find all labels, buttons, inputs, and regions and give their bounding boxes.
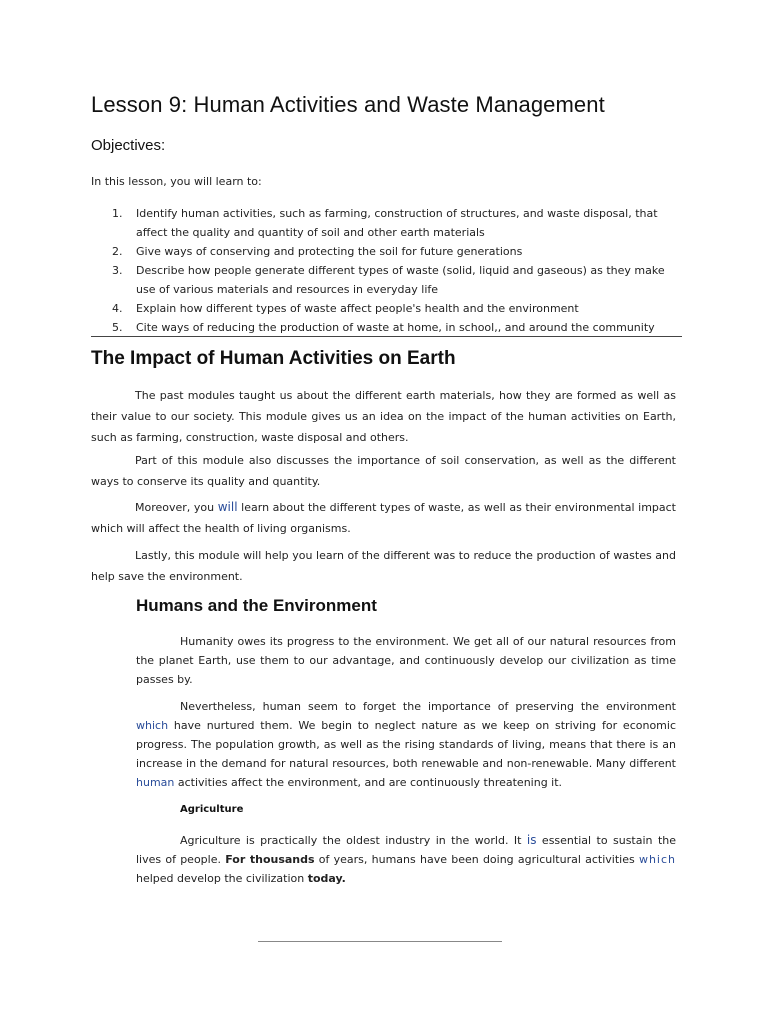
section-heading-impact: The Impact of Human Activities on Earth: [91, 348, 456, 369]
paragraph-agriculture: [136, 831, 676, 888]
paragraph-impact-4: [91, 545, 676, 587]
paragraph-text-highlight: which: [638, 853, 676, 866]
objectives-list: [100, 204, 685, 337]
paragraph-text: of years, humans have been doing agricultural activities: [314, 853, 639, 866]
paragraph-text: learn about the different types of waste, as well as their environmental impact which will affect the health of living organisms.: [91, 501, 676, 535]
list-item: [100, 242, 685, 261]
paragraph-text: essential to sustain the lives of people.: [136, 834, 676, 866]
list-item-text: Describe how people generate different types of waste (solid, liquid and gaseous) as they make use of various materials and resources in everyday life: [136, 264, 665, 296]
paragraph-environment-2: [136, 697, 676, 792]
paragraph-text: Part of this module also discusses the importance of soil conservation, as well as the different ways to conserve its quality and quantity.: [91, 454, 676, 488]
list-item: [100, 299, 685, 318]
list-item: [100, 261, 685, 299]
subsection-heading-agriculture: Agriculture: [180, 804, 244, 815]
paragraph-text-bold: today.: [307, 872, 346, 885]
paragraph-impact-1: [91, 385, 676, 448]
paragraph-text-highlight: which: [136, 719, 169, 732]
list-item-text: Cite ways of reducing the production of waste at home, in school,, and around the community: [136, 321, 655, 334]
list-item-number: 5.: [112, 321, 123, 334]
paragraph-impact-2: [91, 450, 676, 492]
footnote-divider: [258, 941, 502, 942]
paragraph-text: activities affect the environment, and are continuously threatening it.: [174, 776, 563, 789]
list-item-number: 4.: [112, 302, 123, 315]
paragraph-text-highlight: is: [526, 833, 537, 847]
paragraph-text: Agriculture is practically the oldest industry in the world. It: [180, 834, 527, 847]
list-item-text: Give ways of conserving and protecting the soil for future generations: [136, 245, 523, 258]
list-item-number: 1.: [112, 207, 123, 220]
list-item-number: 2.: [112, 245, 123, 258]
list-item: [100, 318, 685, 337]
list-item-number: 3.: [112, 264, 123, 277]
paragraph-text-highlight: will: [217, 500, 238, 514]
paragraph-text-bold: For thousands: [225, 853, 315, 866]
paragraph-impact-3: [91, 497, 676, 539]
paragraph-text: Lastly, this module will help you learn of the different was to reduce the production of wastes and help save the environment.: [91, 549, 676, 583]
paragraph-text: Humanity owes its progress to the environment. We get all of our natural resources from the planet Earth, use them to our advantage, and continuously develop our civilization as time passes by.: [136, 635, 676, 686]
paragraph-text: The past modules taught us about the different earth materials, how they are formed as well as their value to our society. This module gives us an idea on the impact of the human activities on Earth, such as farming, construction, waste disposal and others.: [91, 389, 676, 444]
section-heading-environment: Humans and the Environment: [136, 596, 377, 615]
paragraph-text: Nevertheless, human seem to forget the importance of preserving the environment: [180, 700, 676, 713]
paragraph-text: helped develop the civilization: [136, 872, 308, 885]
lesson-title: Lesson 9: Human Activities and Waste Management: [91, 92, 605, 117]
paragraph-text-highlight: human: [136, 776, 175, 789]
list-item-text: Explain how different types of waste affect people's health and the environment: [136, 302, 579, 315]
paragraph-text: have nurtured them. We begin to neglect nature as we keep on striving for economic progress. The population growth, as well as the rising standards of living, means that there is an increase in the demand for natural resources, both renewable and non-renewable. Many different: [136, 719, 676, 770]
section-divider: [91, 336, 682, 337]
list-item: [100, 204, 685, 242]
paragraph-environment-1: [136, 632, 676, 689]
list-item-text: Identify human activities, such as farming, construction of structures, and waste disposal, that affect the quality and quantity of soil and other earth materials: [136, 207, 658, 239]
objectives-heading: Objectives:: [91, 137, 166, 154]
intro-text: In this lesson, you will learn to:: [91, 175, 262, 188]
paragraph-text: Moreover, you: [135, 501, 218, 514]
